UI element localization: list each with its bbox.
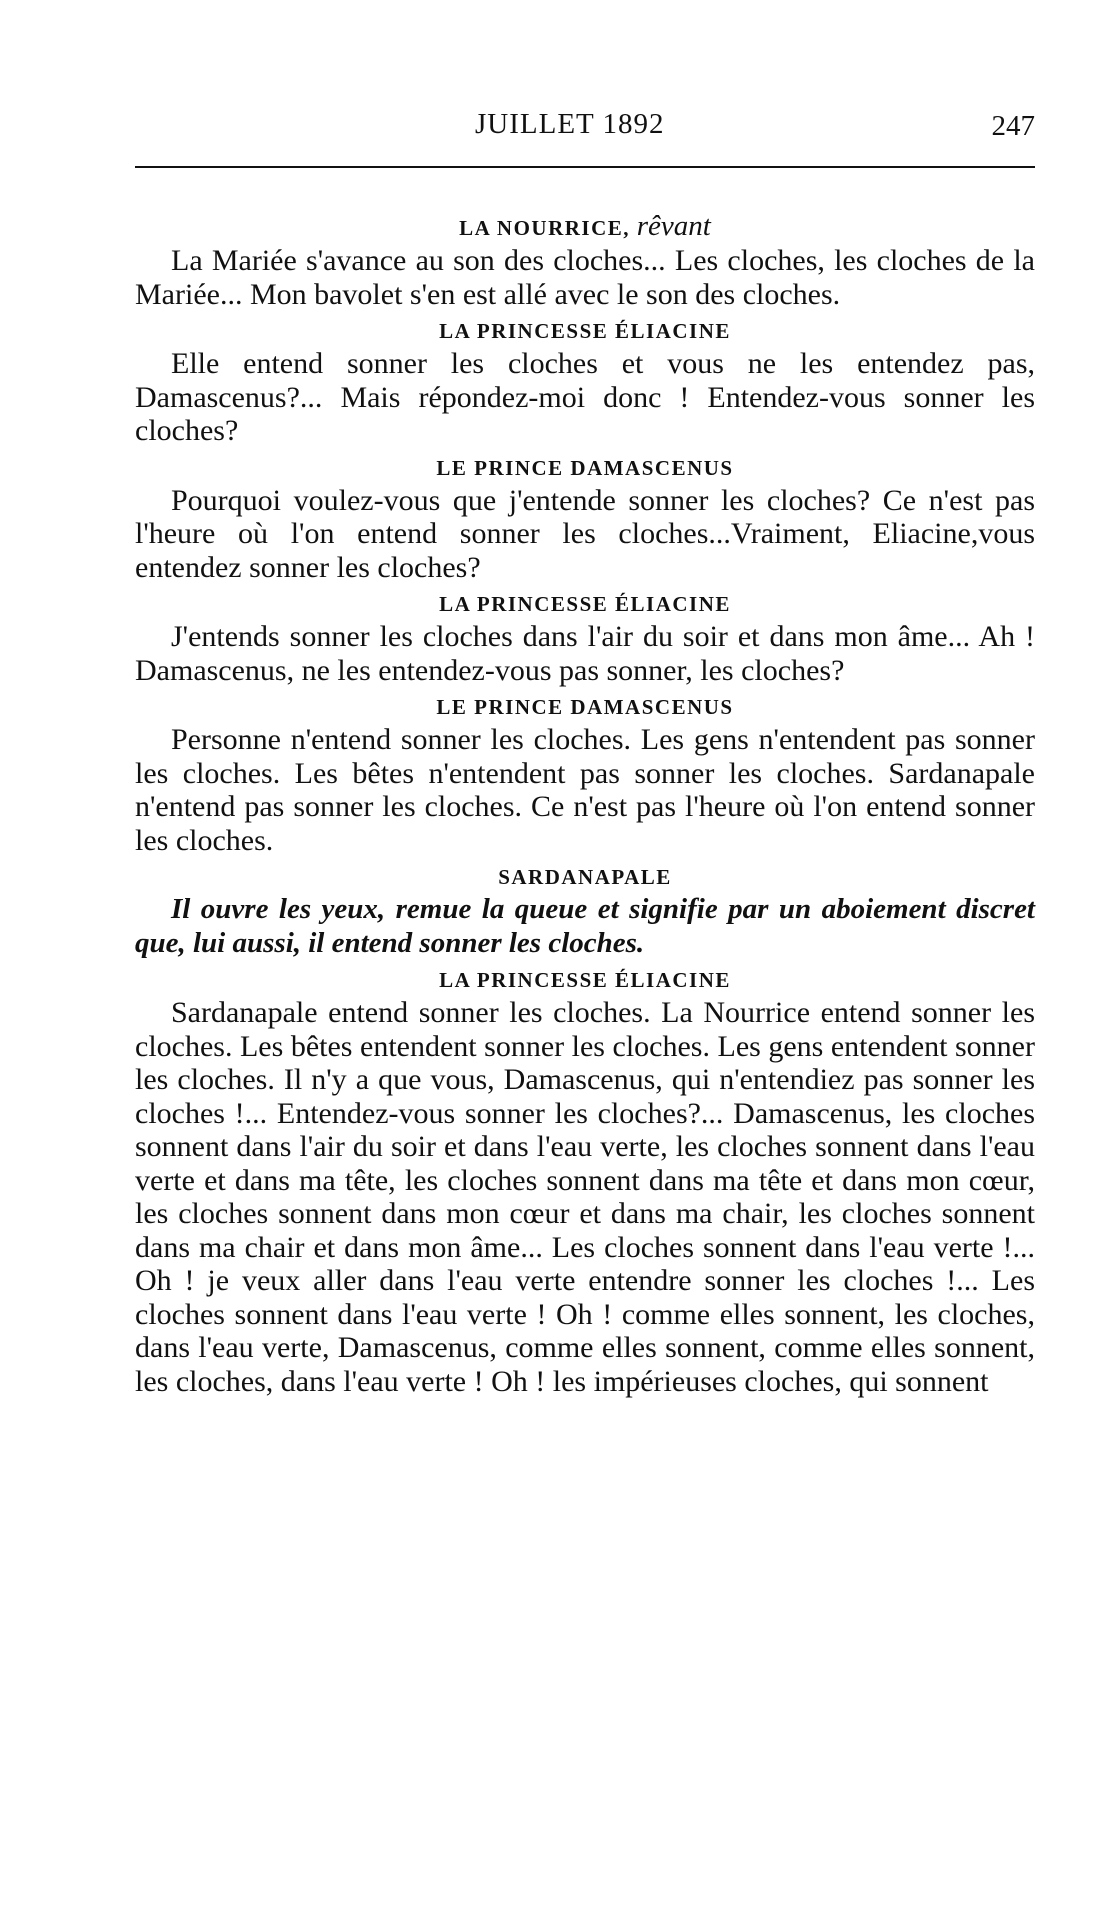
speaker-name: LA PRINCESSE ÉLIACINE — [439, 968, 731, 992]
speaker-heading — [135, 456, 1035, 480]
speaker-name: LA PRINCESSE ÉLIACINE — [439, 592, 731, 616]
page-number: 247 — [991, 110, 1035, 142]
speaker-heading — [135, 865, 1035, 889]
speaker-name: LA NOURRICE, — [459, 216, 630, 240]
speaker-heading — [135, 210, 1035, 242]
running-header — [135, 108, 1035, 158]
speaker-heading — [135, 968, 1035, 992]
stage-direction: Il ouvre les yeux, remue la queue et signifie par un aboiement discret que, lui aussi, il entend sonner les cloches. — [135, 893, 1035, 959]
speaker-heading — [135, 319, 1035, 343]
speaker-name: LA PRINCESSE ÉLIACINE — [439, 319, 731, 343]
speaker-name: LE PRINCE DAMASCENUS — [436, 695, 734, 719]
speech-paragraph: Sardanapale entend sonner les cloches. La Nourrice entend sonner les cloches. Les bêtes entendent sonner les cloches. Les gens entendent sonner les cloches. Il n'y a que vous, Damascenus, qui n'entendiez pas sonner les cloches !... Entendez-vous sonner les cloches?... Damascenus, les cloches sonnent dans l'air du soir et dans l'eau verte, les cloches sonnent dans l'eau verte et dans ma tête, les cloches sonnent dans ma tête et dans mon cœur, les cloches sonnent dans mon cœur et dans ma chair, les cloches sonnent dans ma chair et dans mon âme... Les cloches sonnent dans l'eau verte !... Oh ! je veux aller dans l'eau verte entendre sonner les cloches !... Les cloches sonnent dans l'eau verte ! Oh ! comme elles sonnent, les cloches, dans l'eau verte, Damascenus, comme elles sonnent, comme elles sonnent, les cloches, dans l'eau verte ! Oh ! les impérieuses cloches, qui sonnent — [135, 996, 1035, 1398]
speaker-heading — [135, 695, 1035, 719]
speaker-name: SARDANAPALE — [498, 865, 672, 889]
dialogue-body — [135, 208, 1035, 1406]
header-rule — [135, 166, 1035, 168]
speaker-heading — [135, 592, 1035, 616]
running-title: JUILLET 1892 — [475, 108, 665, 140]
stage-direction-inline: rêvant — [636, 210, 711, 242]
speech-paragraph: La Mariée s'avance au son des cloches... Les cloches, les cloches de la Mariée... Mon bavolet s'en est allé avec le son des cloches. — [135, 244, 1035, 311]
speech-paragraph: Pourquoi voulez-vous que j'entende sonner les cloches? Ce n'est pas l'heure où l'on entend sonner les cloches...Vraiment, Eliacine,vous entendez sonner les cloches? — [135, 483, 1035, 584]
speaker-name: LE PRINCE DAMASCENUS — [436, 455, 734, 480]
speech-paragraph: Personne n'entend sonner les cloches. Les gens n'entendent pas sonner les cloches. Les bêtes n'entendent pas sonner les cloches. Sardanapale n'entend pas sonner les cloches. Ce n'est pas l'heure où l'on entend sonner les cloches. — [135, 723, 1035, 857]
speech-paragraph: Elle entend sonner les cloches et vous ne les entendez pas, Damascenus?... Mais répondez-moi donc ! Entendez-vous sonner les cloches? — [135, 347, 1035, 447]
speech-paragraph: J'entends sonner les cloches dans l'air du soir et dans mon âme... Ah ! Damascenus, ne les entendez-vous pas sonner, les cloches? — [135, 620, 1035, 687]
